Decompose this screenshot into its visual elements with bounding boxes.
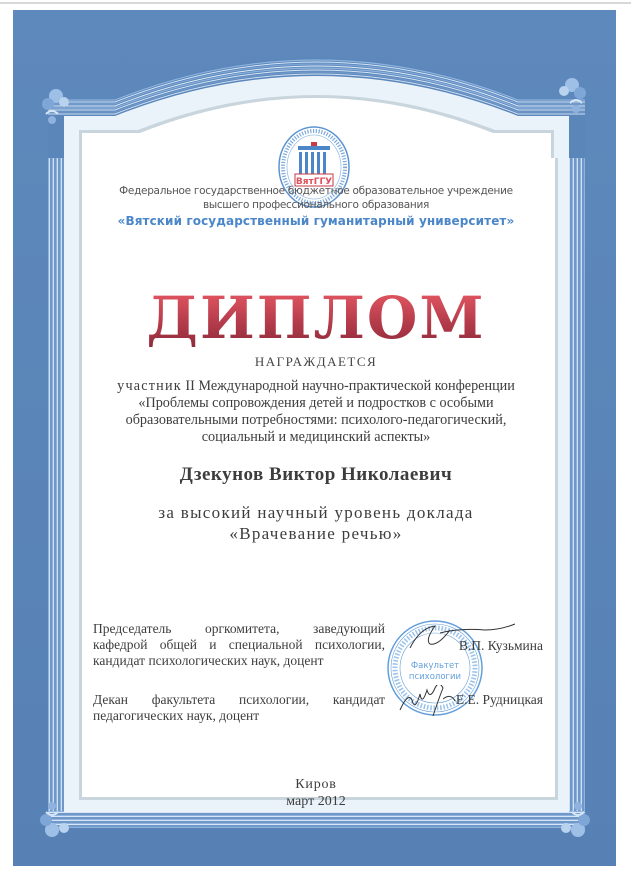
conference-line2: «Проблемы сопровождения детей и подростков с особыми [138, 395, 494, 411]
signer-name: Е.Е. Рудницкая [455, 692, 543, 707]
corner-ornament-top-left [38, 86, 78, 126]
corner-ornament-top-right [550, 75, 590, 115]
role-line2: кафедрой общей и специальной психологии, [93, 637, 385, 652]
scan-edge-line [0, 2, 631, 4]
role-line3: кандидат психологических наук, доцент [93, 653, 324, 668]
award-reason [66, 502, 566, 544]
conference-line1 [66, 378, 566, 395]
diploma-title: ДИПЛОМ [66, 287, 566, 349]
role-line1: Председатель оргкомитета, заведующий [93, 621, 385, 636]
signer-role [93, 692, 385, 724]
signer-role [93, 621, 385, 669]
awarded-label: НАГРАЖДАЕТСЯ [254, 354, 378, 369]
stamp-line2: психологии [408, 672, 462, 682]
recipient-name: Дзекунов Виктор Николаевич [179, 464, 453, 485]
conference-line3: образовательными потребностями: психолого-педагогический, [125, 412, 507, 428]
conference-line4: социальный и медицинский аспекты» [201, 429, 431, 445]
role-line2: педагогических наук, доцент [93, 708, 260, 723]
city: Киров [295, 777, 337, 792]
signer-name: В.П. Кузьмина [458, 638, 543, 653]
role-line1: Декан факультета психологии, кандидат [93, 692, 385, 707]
conference-name-part: II Международной научно-практической конференции [181, 378, 515, 394]
decorative-frame-bottom [48, 811, 585, 828]
issue-date: март 2012 [286, 794, 346, 809]
conference-description [66, 378, 566, 446]
institution-line2: высшего профессионального образования [202, 199, 430, 211]
institution-line1: Федеральное государственное бюджетное образовательное учреждение [119, 185, 513, 197]
report-title: «Врачевание речью» [229, 524, 403, 543]
reason-line1: за высокий научный уровень доклада [158, 503, 474, 522]
participant-label: участник [117, 378, 182, 394]
stamp-line1: Факультет [410, 661, 460, 671]
signature-block-chair [93, 621, 543, 669]
institution-name: «Вятский государственный гуманитарный университет» [117, 214, 515, 228]
logo-text: ВятГГУ [295, 177, 333, 187]
institution-header [66, 184, 566, 212]
signature-block-dean [93, 692, 543, 724]
